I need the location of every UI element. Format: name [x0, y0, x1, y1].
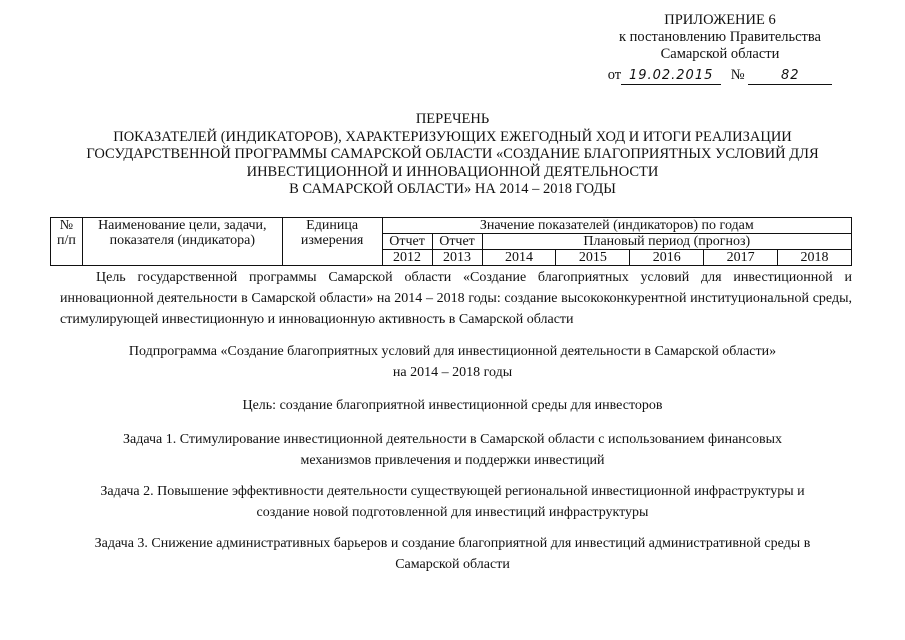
year-2017: 2017 — [704, 250, 778, 266]
col-name-header: Наименование цели, задачи, показателя (индикатора) — [82, 218, 282, 266]
appendix-resolution-line: к постановлению Правительства — [619, 29, 821, 45]
plan-period-label: Плановый период (прогноз) — [482, 234, 852, 250]
document-title — [0, 111, 905, 199]
title-line-5: В САМАРСКОЙ ОБЛАСТИ» НА 2014 – 2018 ГОДЫ — [289, 181, 616, 197]
col-unit-header: Единица измерения — [282, 218, 382, 266]
report-label: Отчет — [432, 234, 482, 250]
task-2-line-2: создание новой подготовленной для инвестиций инфраструктуры — [256, 505, 649, 520]
task-2-line-1: Задача 2. Повышение эффективности деятельности существующей региональной инвестиционной инфраструктуры и — [100, 484, 805, 499]
program-goal: Цель государственной программы Самарской области «Создание благоприятных условий для инвестиционной и инновационной деятельности в Самарской области» на 2014 – 2018 годы: создание высококонкурентной институциональной среды, стимулирующей инвестиционную и инновационную активность в Самарской области — [60, 270, 852, 327]
indicators-table-header — [50, 217, 852, 266]
year-2018: 2018 — [778, 250, 852, 266]
report-label: Отчет — [382, 234, 432, 250]
subprogram-title — [0, 341, 905, 383]
appendix-title: ПРИЛОЖЕНИЕ 6 — [664, 12, 776, 28]
title-line-3: ГОСУДАРСТВЕННОЙ ПРОГРАММЫ САМАРСКОЙ ОБЛАСТИ «СОЗДАНИЕ БЛАГОПРИЯТНЫХ УСЛОВИЙ ДЛЯ — [86, 146, 819, 162]
resolution-date: 19.02.2015 — [621, 67, 721, 85]
task-2 — [0, 481, 905, 523]
title-line-4: ИНВЕСТИЦИОННОЙ И ИННОВАЦИОННОЙ ДЕЯТЕЛЬНОСТИ — [246, 163, 659, 180]
resolution-number: 82 — [748, 67, 832, 85]
year-2014: 2014 — [482, 250, 556, 266]
task-3-line-1: Задача 3. Снижение административных барьеров и создание благоприятной для инвестиций административной среды в — [94, 536, 811, 551]
task-1 — [0, 429, 905, 471]
subprogram-goal: Цель: создание благоприятной инвестиционной среды для инвесторов — [242, 398, 663, 413]
year-2016: 2016 — [630, 250, 704, 266]
appendix-date-number — [600, 67, 840, 85]
task-1-line-2: механизмов привлечения и поддержки инвестиций — [300, 453, 605, 468]
appendix-block — [600, 12, 840, 85]
year-2012: 2012 — [382, 250, 432, 266]
title-line-2: ПОКАЗАТЕЛЕЙ (ИНДИКАТОРОВ), ХАРАКТЕРИЗУЮЩИХ ЕЖЕГОДНЫЙ ХОД И ИТОГИ РЕАЛИЗАЦИИ — [113, 128, 792, 145]
title-line-1: ПЕРЕЧЕНЬ — [415, 111, 490, 127]
number-label: № — [730, 67, 745, 83]
task-3 — [0, 533, 905, 575]
year-2013: 2013 — [432, 250, 482, 266]
from-label: от — [607, 67, 622, 83]
year-2015: 2015 — [556, 250, 630, 266]
task-1-line-1: Задача 1. Стимулирование инвестиционной деятельности в Самарской области с использованием финансовых — [122, 432, 783, 447]
col-values-header: Значение показателей (индикаторов) по годам — [382, 218, 851, 234]
subprogram-line-1: Подпрограмма «Создание благоприятных условий для инвестиционной деятельности в Самарской области» — [128, 344, 777, 359]
col-number-header: № п/п — [51, 218, 83, 266]
task-3-line-2: Самарской области — [395, 557, 510, 572]
appendix-region-line: Самарской области — [660, 46, 780, 62]
subprogram-line-2: на 2014 – 2018 годы — [392, 365, 513, 380]
